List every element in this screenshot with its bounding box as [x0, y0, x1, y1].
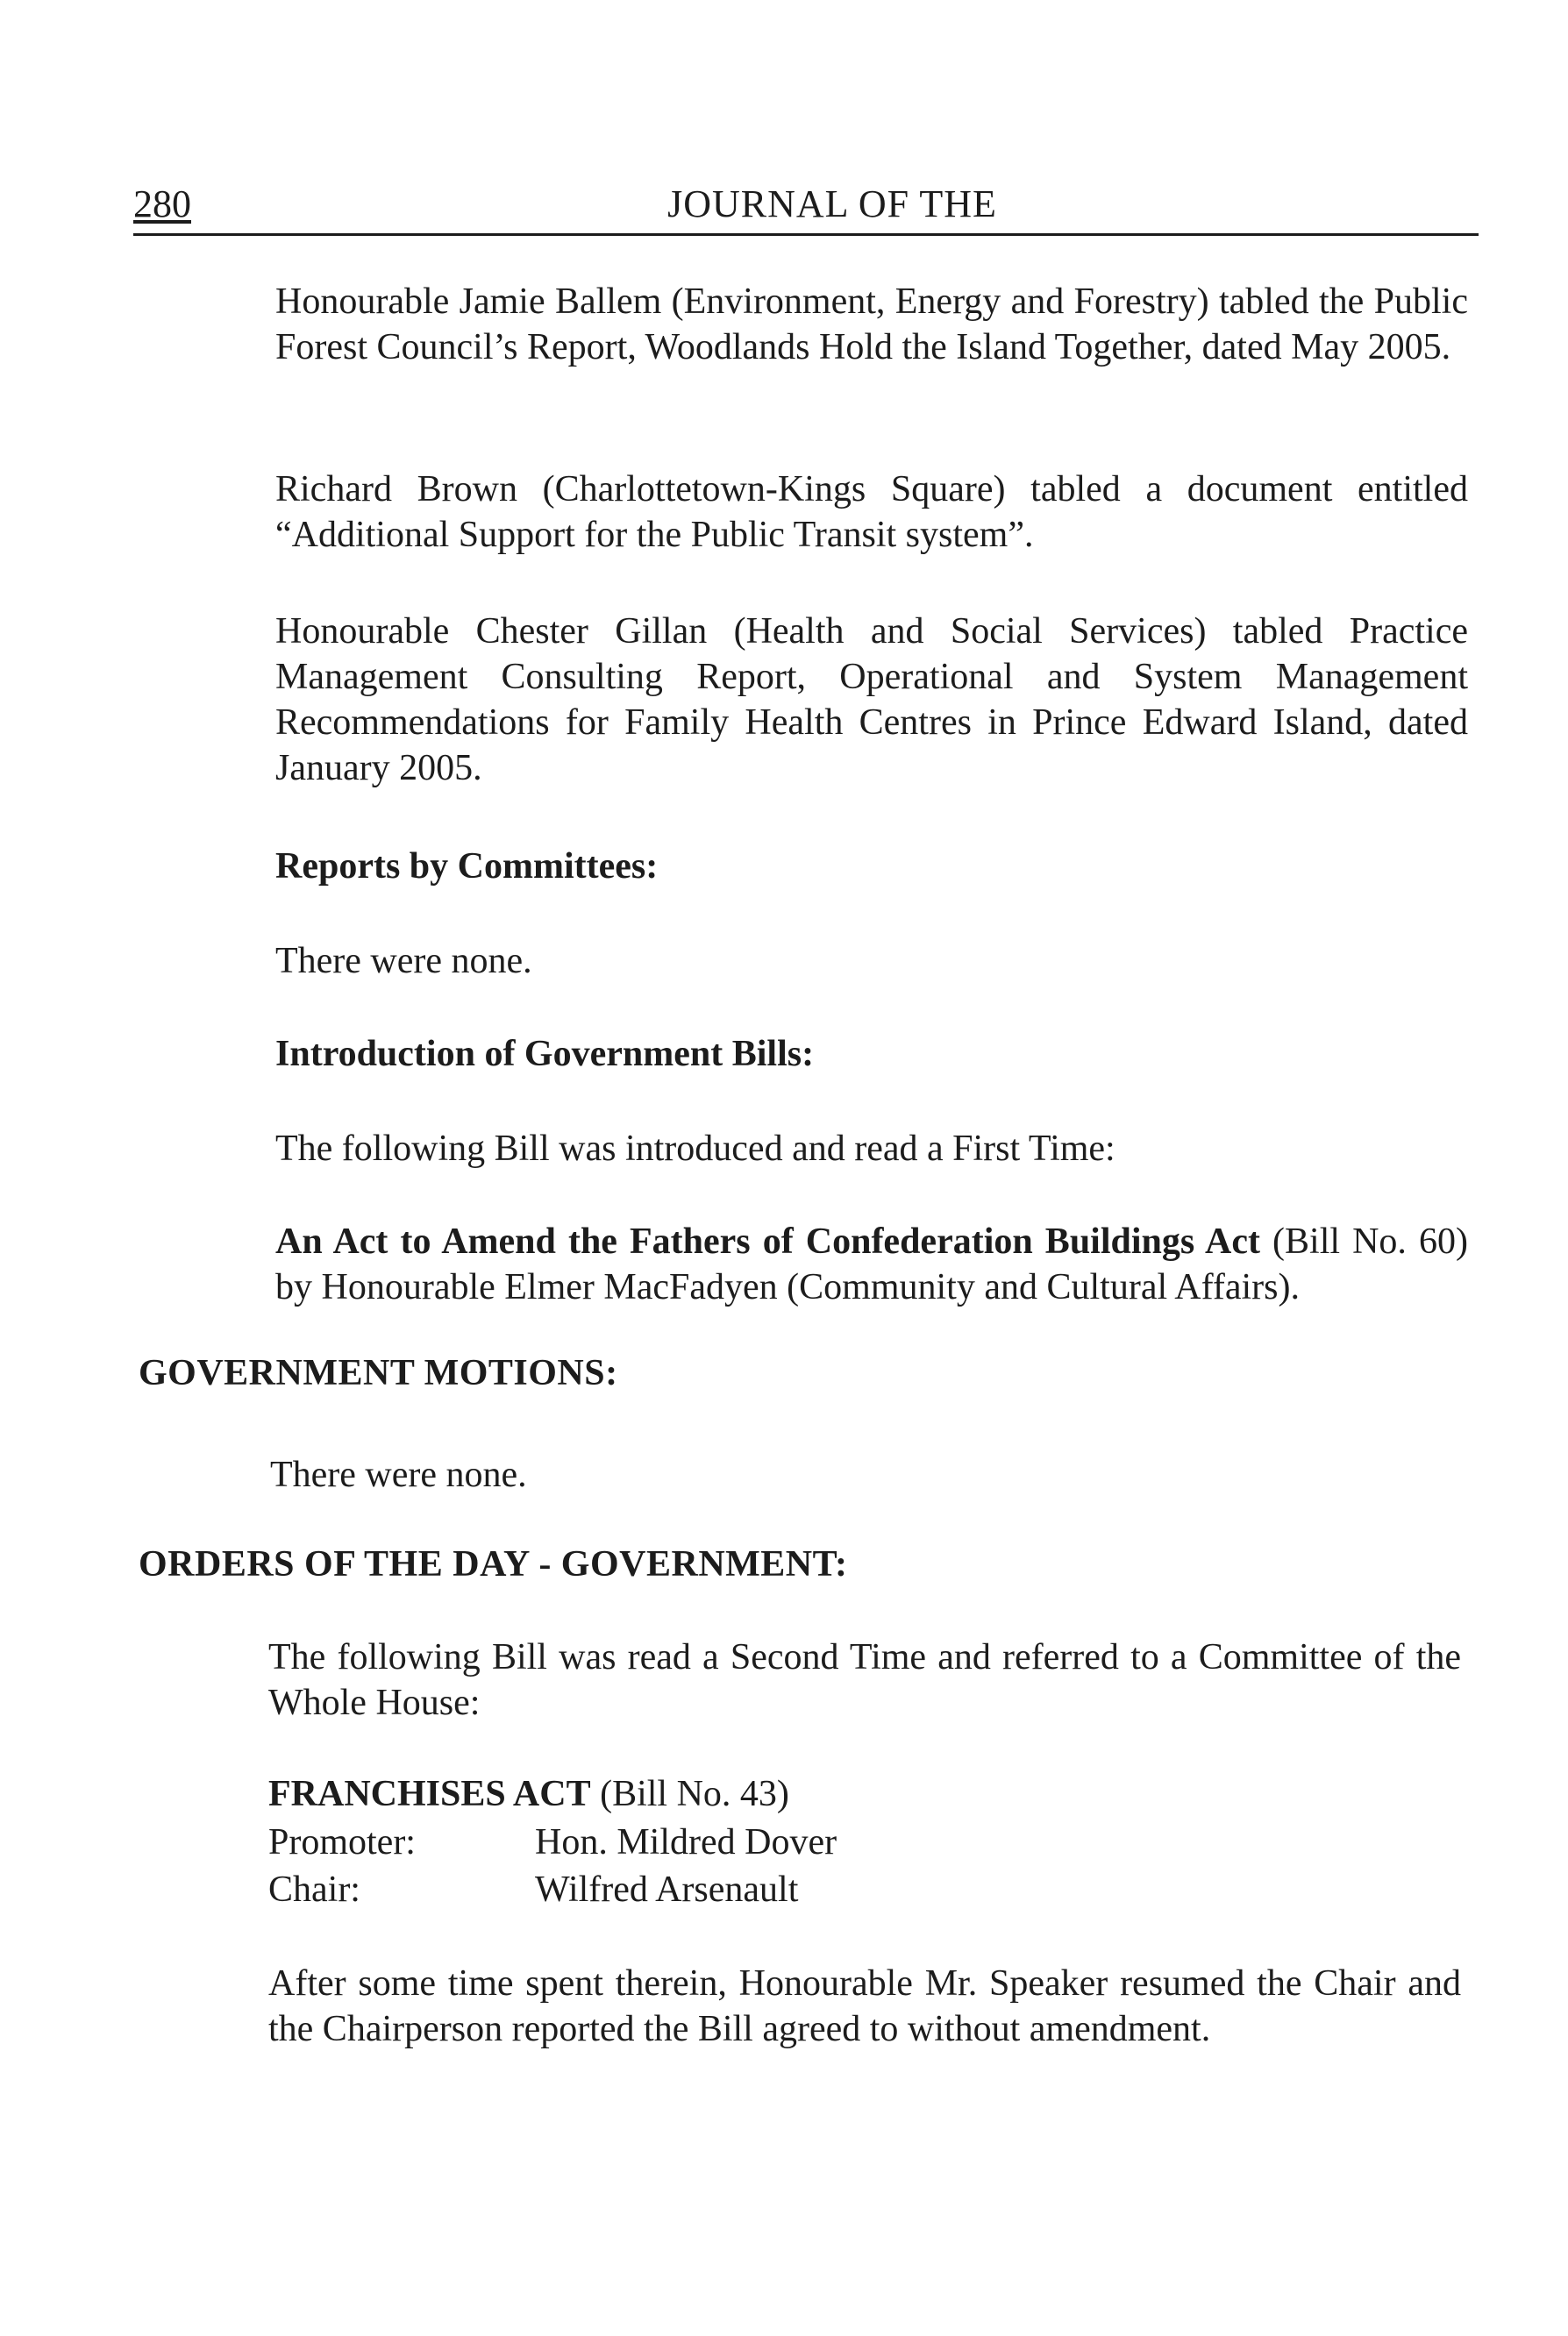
- second-reading-bill-title: FRANCHISES ACT: [268, 1774, 591, 1814]
- chair-row: [268, 1866, 1058, 1913]
- second-reading-bill-line: [268, 1771, 1461, 1817]
- tabled-document-paragraph: Honourable Jamie Ballem (Environment, Energy and Forestry) tabled the Public Forest Council’s Report, Woodlands Hold the Island Together, dated May 2005.: [275, 281, 1468, 367]
- chair-value: Wilfred Arsenault: [535, 1870, 799, 1910]
- introduction-of-bills-intro: The following Bill was introduced and read a First Time:: [275, 1129, 1115, 1169]
- chair-label: Chair:: [268, 1870, 360, 1910]
- orders-of-the-day-heading: ORDERS OF THE DAY - GOVERNMENT:: [139, 1544, 848, 1585]
- reports-by-committees-heading: Reports by Committees:: [275, 846, 659, 887]
- bill-details-table: [268, 1819, 1058, 1913]
- orders-of-the-day-intro: The following Bill was read a Second Time and referred to a Committee of the Whole House:: [268, 1637, 1461, 1723]
- introduced-bill-title: An Act to Amend the Fathers of Confederation Buildings Act: [275, 1221, 1260, 1262]
- government-motions-text: There were none.: [270, 1455, 527, 1495]
- promoter-row: [268, 1819, 1058, 1866]
- tabled-document-paragraph: Richard Brown (Charlottetown-Kings Square) tabled a document entitled “Additional Support for the Public Transit system”.: [275, 469, 1468, 555]
- promoter-value: Hon. Mildred Dover: [535, 1822, 837, 1862]
- government-motions-heading: GOVERNMENT MOTIONS:: [139, 1353, 618, 1393]
- promoter-label: Promoter:: [268, 1822, 416, 1862]
- introduced-bill-details: (Bill No. 60) by Honourable Elmer MacFadyen (Community and Cultural Affairs).: [275, 1221, 1468, 1307]
- committee-report-paragraph: After some time spent therein, Honourable Mr. Speaker resumed the Chair and the Chairperson reported the Bill agreed to without amendment.: [268, 1963, 1461, 2049]
- running-head: JOURNAL OF THE: [667, 182, 997, 225]
- page-header: [133, 179, 1479, 236]
- introduced-bill-paragraph: [275, 1219, 1468, 1310]
- second-reading-bill-number: (Bill No. 43): [590, 1774, 789, 1814]
- tabled-document-paragraph: Honourable Chester Gillan (Health and Social Services) tabled Practice Management Consulting Report, Operational and System Management Recommendations for Family Health Centres in Prince Edward Island, dated January 2005.: [275, 611, 1468, 788]
- reports-by-committees-text: There were none.: [275, 941, 532, 981]
- introduction-of-bills-heading: Introduction of Government Bills:: [275, 1034, 815, 1074]
- page-number: 280: [133, 182, 191, 225]
